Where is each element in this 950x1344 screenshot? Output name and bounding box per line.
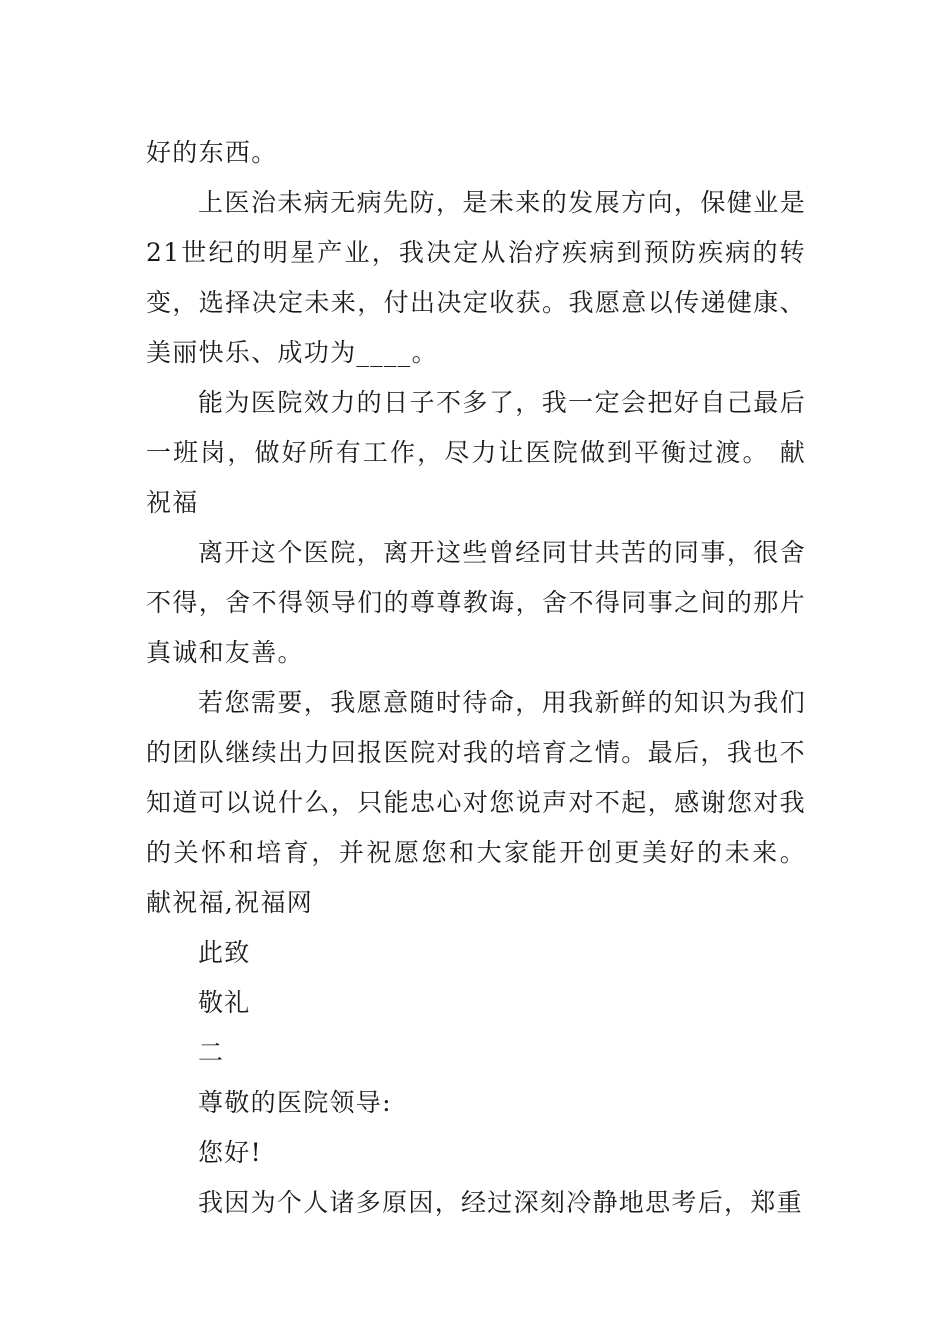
closing-cizhi: 此致 bbox=[198, 938, 251, 967]
salutation: 尊敬的医院领导: bbox=[198, 1088, 392, 1117]
paragraph-resignation-start: 我因为个人诸多原因，经过深刻冷静地思考后，郑重 bbox=[198, 1188, 803, 1217]
document-body bbox=[146, 128, 806, 1228]
section-number: 二 bbox=[198, 1038, 225, 1067]
closing-jingli: 敬礼 bbox=[198, 988, 251, 1017]
paragraph-leaving: 离开这个医院，离开这些曾经同甘共苦的同事，很舍不得，舍不得领导们的尊尊教诲，舍不得同事之间的那片真诚和友善。 bbox=[146, 538, 806, 667]
greeting: 您好! bbox=[198, 1138, 262, 1167]
paragraph-health-industry: 上医治未病无病先防，是未来的发展方向，保健业是21世纪的明星产业，我决定从治疗疾病到预防疾病的转变，选择决定未来，付出决定收获。我愿意以传递健康、美丽快乐、成功为____。 bbox=[146, 188, 806, 367]
paragraph-continuation: 好的东西。 bbox=[146, 138, 278, 167]
paragraph-last-post: 能为医院效力的日子不多了，我一定会把好自己最后一班岗，做好所有工作，尽力让医院做到平衡过渡。 献祝福 bbox=[146, 388, 806, 517]
paragraph-standby: 若您需要，我愿意随时待命，用我新鲜的知识为我们的团队继续出力回报医院对我的培育之情。最后，我也不知道可以说什么，只能忠心对您说声对不起，感谢您对我的关怀和培育，并祝愿您和大家能开创更美好的未来。 献祝福,祝福网 bbox=[146, 688, 806, 917]
